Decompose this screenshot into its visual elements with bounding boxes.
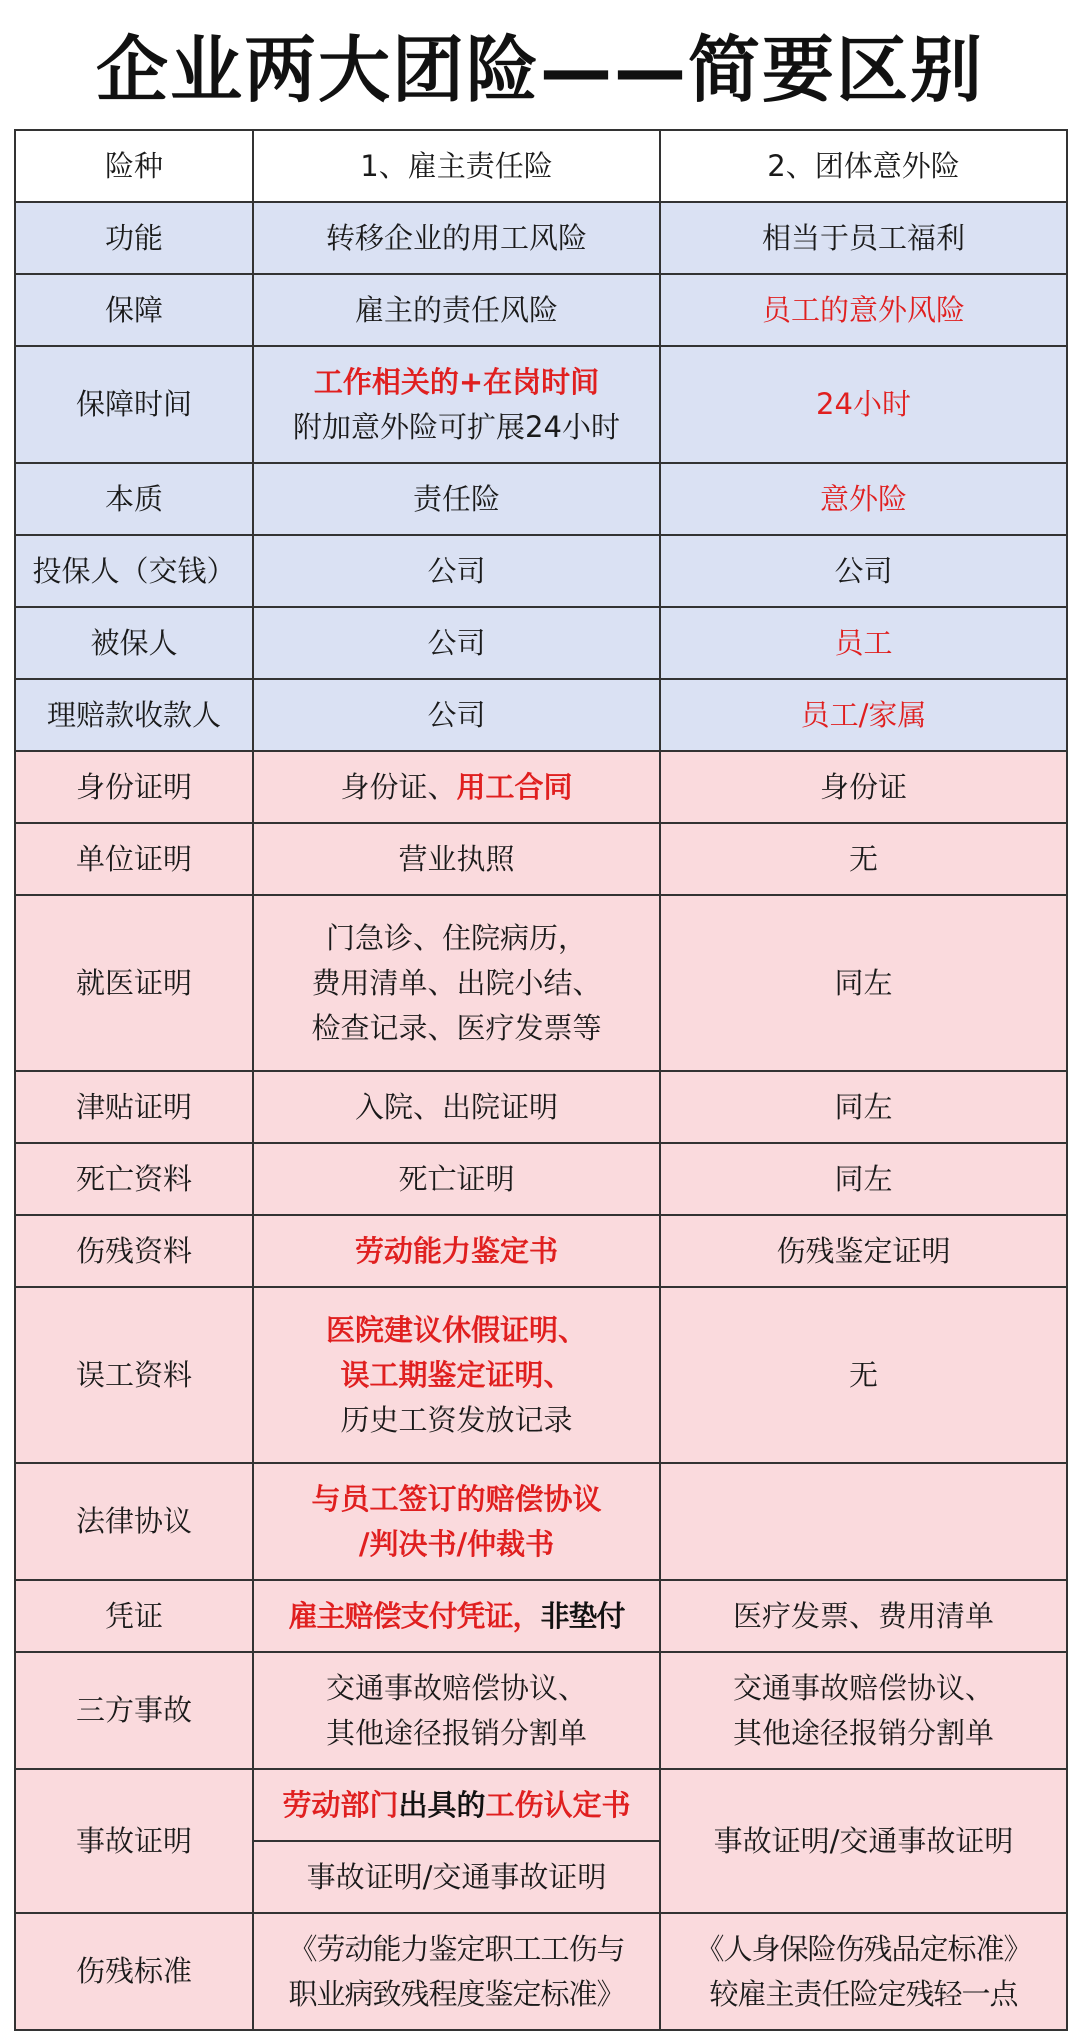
cell-text-highlight: 工伤认定书 <box>485 1787 631 1822</box>
table-row-unit-proof <box>15 823 1067 895</box>
cell-accident: 意外险 <box>660 463 1067 535</box>
table-row-applicant <box>15 535 1067 607</box>
cell-text: 身份证、 <box>340 769 457 804</box>
row-label: 误工资料 <box>15 1287 253 1463</box>
cell-accident: 无 <box>660 823 1067 895</box>
table-row-identity <box>15 751 1067 823</box>
cell-text-highlight: 劳动部门 <box>282 1787 399 1822</box>
cell-employer: 营业执照 <box>253 823 660 895</box>
cell-text-highlight: 用工合同 <box>456 769 573 804</box>
cell-employer <box>253 1913 660 2030</box>
cell-accident: 同左 <box>660 895 1067 1071</box>
row-label: 死亡资料 <box>15 1143 253 1215</box>
row-label: 凭证 <box>15 1580 253 1652</box>
row-label: 本质 <box>15 463 253 535</box>
cell-text: 出具的 <box>398 1787 486 1822</box>
cell-accident: 员工 <box>660 607 1067 679</box>
cell-employer: 劳动能力鉴定书 <box>253 1215 660 1287</box>
cell-accident: 员工/家属 <box>660 679 1067 751</box>
cell-line: /判决书/仲裁书 <box>358 1526 555 1561</box>
cell-accident: 相当于员工福利 <box>660 202 1067 274</box>
row-label: 法律协议 <box>15 1463 253 1580</box>
row-label: 被保人 <box>15 607 253 679</box>
cell-line: 医院建议休假证明、 <box>325 1312 587 1347</box>
cell-accident <box>660 1463 1067 1580</box>
row-label: 事故证明 <box>15 1769 253 1913</box>
cell-accident: 医疗发票、费用清单 <box>660 1580 1067 1652</box>
cell-employer: 公司 <box>253 535 660 607</box>
cell-line: 费用清单、出院小结、 <box>311 965 602 1000</box>
cell-accident <box>660 1652 1067 1769</box>
cell-employer <box>253 1287 660 1463</box>
table-row-disability <box>15 1215 1067 1287</box>
table-row-payee <box>15 679 1067 751</box>
cell-employer <box>253 1769 660 1841</box>
cell-line: 误工期鉴定证明、 <box>340 1357 573 1392</box>
cell-accident <box>660 1913 1067 2030</box>
cell-accident: 事故证明/交通事故证明 <box>660 1769 1067 1913</box>
header-col-type: 险种 <box>15 130 253 202</box>
cell-line: 门急诊、住院病历， <box>325 920 587 955</box>
header-col-employer-liability: 1、雇主责任险 <box>253 130 660 202</box>
cell-line: 检查记录、医疗发票等 <box>311 1010 602 1045</box>
table-row-lost-work <box>15 1287 1067 1463</box>
table-row-function <box>15 202 1067 274</box>
table-row-coverage <box>15 274 1067 346</box>
cell-employer: 死亡证明 <box>253 1143 660 1215</box>
cell-line: 《劳动能力鉴定职工工伤与 <box>288 1931 625 1966</box>
table-row-insured <box>15 607 1067 679</box>
table-row-accident <box>15 1769 1067 1841</box>
page-title: 企业两大团险——简要区别 <box>95 28 984 112</box>
table-header-row <box>15 130 1067 202</box>
cell-accident: 无 <box>660 1287 1067 1463</box>
table-row-nature <box>15 463 1067 535</box>
cell-employer <box>253 751 660 823</box>
cell-accident: 伤残鉴定证明 <box>660 1215 1067 1287</box>
comparison-table <box>14 129 1068 2031</box>
cell-line: 《人身保险伤残品定标准》 <box>695 1931 1032 1966</box>
cell-employer: 责任险 <box>253 463 660 535</box>
cell-line: 与员工签订的赔偿协议 <box>311 1481 602 1516</box>
cell-employer: 雇主的责任风险 <box>253 274 660 346</box>
header-col-group-accident: 2、团体意外险 <box>660 130 1067 202</box>
cell-employer <box>253 1652 660 1769</box>
row-label: 三方事故 <box>15 1652 253 1769</box>
row-label: 保障 <box>15 274 253 346</box>
cell-accident: 身份证 <box>660 751 1067 823</box>
table-row-medical <box>15 895 1067 1071</box>
table-row-standard <box>15 1913 1067 2030</box>
row-label: 单位证明 <box>15 823 253 895</box>
row-label: 就医证明 <box>15 895 253 1071</box>
cell-text: 非垫付 <box>540 1598 625 1633</box>
cell-employer: 事故证明/交通事故证明 <box>253 1841 660 1913</box>
row-label: 津贴证明 <box>15 1071 253 1143</box>
table-row-period <box>15 346 1067 463</box>
row-label: 投保人（交钱） <box>15 535 253 607</box>
row-label: 伤残资料 <box>15 1215 253 1287</box>
cell-accident: 公司 <box>660 535 1067 607</box>
cell-line: 工作相关的+在岗时间 <box>313 364 600 399</box>
cell-accident: 同左 <box>660 1071 1067 1143</box>
cell-accident: 24小时 <box>660 346 1067 463</box>
cell-line: 其他途径报销分割单 <box>325 1715 587 1750</box>
cell-employer: 公司 <box>253 607 660 679</box>
row-label: 伤残标准 <box>15 1913 253 2030</box>
row-label: 身份证明 <box>15 751 253 823</box>
cell-line: 其他途径报销分割单 <box>732 1715 994 1750</box>
cell-employer <box>253 346 660 463</box>
cell-employer <box>253 895 660 1071</box>
table-row-legal <box>15 1463 1067 1580</box>
row-label: 功能 <box>15 202 253 274</box>
table-row-voucher <box>15 1580 1067 1652</box>
cell-line: 交通事故赔偿协议、 <box>325 1670 587 1705</box>
table-row-third-party <box>15 1652 1067 1769</box>
cell-text-highlight: 雇主赔偿支付凭证， <box>288 1598 541 1633</box>
cell-line: 职业病致残程度鉴定标准》 <box>288 1976 625 2011</box>
cell-employer <box>253 1580 660 1652</box>
cell-line: 交通事故赔偿协议、 <box>732 1670 994 1705</box>
cell-line: 历史工资发放记录 <box>340 1402 573 1437</box>
row-label: 保障时间 <box>15 346 253 463</box>
table-row-allowance <box>15 1071 1067 1143</box>
cell-employer: 入院、出院证明 <box>253 1071 660 1143</box>
table-row-death <box>15 1143 1067 1215</box>
cell-accident: 同左 <box>660 1143 1067 1215</box>
cell-accident: 员工的意外风险 <box>660 274 1067 346</box>
cell-employer: 转移企业的用工风险 <box>253 202 660 274</box>
row-label: 理赔款收款人 <box>15 679 253 751</box>
cell-line: 较雇主责任险定残轻一点 <box>709 1976 1018 2011</box>
cell-employer: 公司 <box>253 679 660 751</box>
cell-line: 附加意外险可扩展24小时 <box>293 409 620 444</box>
cell-employer <box>253 1463 660 1580</box>
